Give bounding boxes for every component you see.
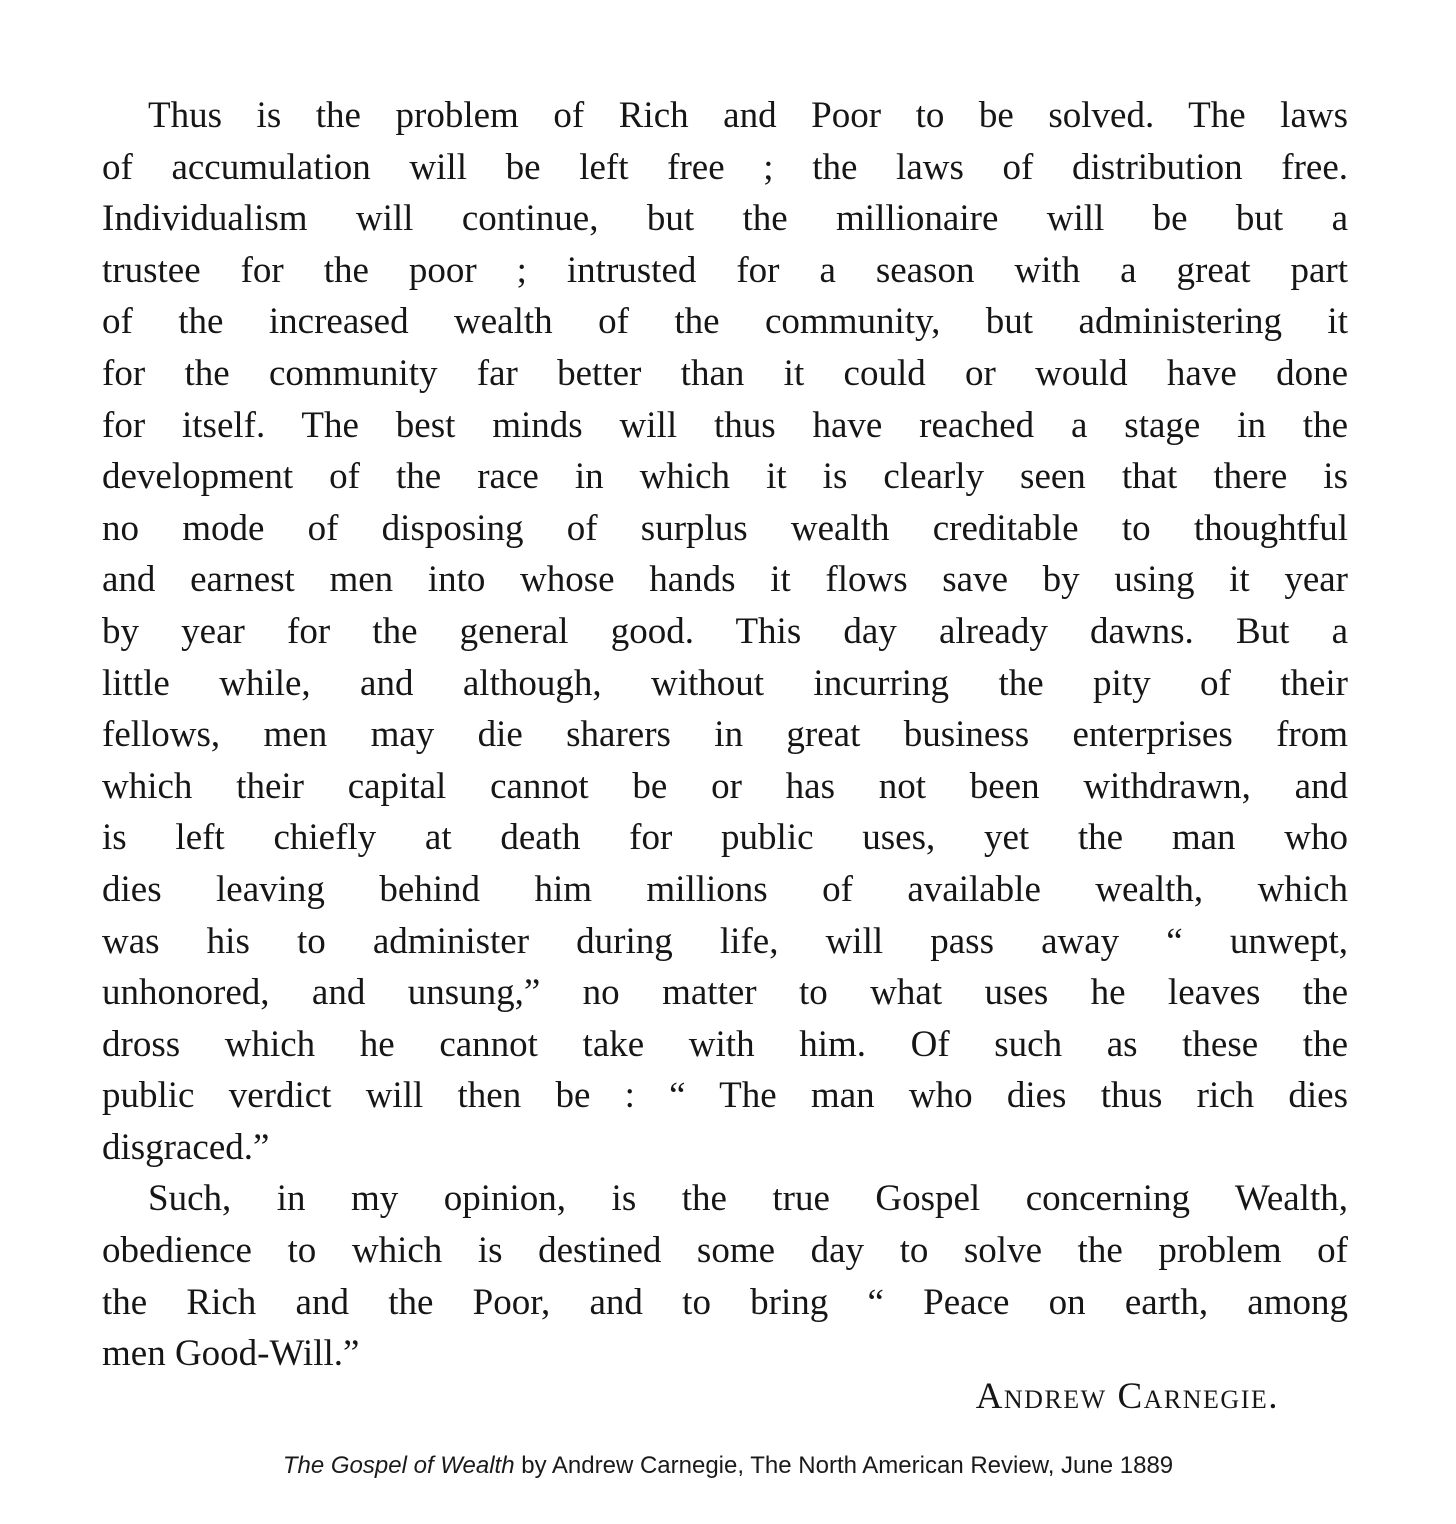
- text-line: was his to administer during life, will pass away “ unwept,: [102, 920, 1348, 962]
- text-line: no mode of disposing of surplus wealth creditable to thoughtful: [102, 507, 1348, 549]
- author-signature: Andrew Carnegie.: [975, 1376, 1279, 1417]
- text-line: the Rich and the Poor, and to bring “ Peace on earth, among: [102, 1281, 1348, 1323]
- text-line: which their capital cannot be or has not been withdrawn, and: [102, 765, 1348, 807]
- text-line: is left chiefly at death for public uses, yet the man who: [102, 817, 1348, 859]
- text-line: little while, and although, without incurring the pity of their: [102, 662, 1348, 704]
- text-line: of accumulation will be left free ; the laws of distribution free.: [102, 146, 1348, 188]
- text-line: development of the race in which it is clearly seen that there is: [102, 456, 1348, 498]
- text-line: of the increased wealth of the community, but administering it: [102, 301, 1348, 343]
- text-line: Individualism will continue, but the millionaire will be but a: [102, 198, 1348, 240]
- caption-source: by Andrew Carnegie, The North American Review, June 1889: [514, 1452, 1174, 1479]
- caption-work-title: The Gospel of Wealth: [282, 1452, 515, 1479]
- text-line: Thus is the problem of Rich and Poor to be solved. The laws: [148, 95, 1348, 136]
- paragraph-1: [102, 90, 1348, 1173]
- essay-text: [102, 90, 1348, 1380]
- text-line: unhonored, and unsung,” no matter to what uses he leaves the: [102, 972, 1348, 1014]
- text-line: trustee for the poor ; intrusted for a season with a great part: [102, 249, 1348, 291]
- text-line: dies leaving behind him millions of available wealth, which: [102, 868, 1348, 910]
- text-line: and earnest men into whose hands it flows save by using it year: [102, 559, 1348, 601]
- text-line: disgraced.”: [102, 1126, 270, 1168]
- text-line: men Good-Will.”: [102, 1333, 360, 1375]
- paragraph-2: [102, 1173, 1348, 1379]
- text-line: obedience to which is destined some day to solve the problem of: [102, 1230, 1348, 1272]
- text-line: for the community far better than it could or would have done: [102, 352, 1348, 394]
- text-line: public verdict will then be : “ The man who dies thus rich dies: [102, 1075, 1348, 1117]
- text-line: Such, in my opinion, is the true Gospel concerning Wealth,: [148, 1178, 1348, 1220]
- text-line: dross which he cannot take with him. Of such as these the: [102, 1023, 1348, 1065]
- text-line: fellows, men may die sharers in great business enterprises from: [102, 714, 1348, 756]
- image-caption: [0, 1452, 1456, 1480]
- text-line: by year for the general good. This day already dawns. But a: [102, 610, 1348, 652]
- text-line: for itself. The best minds will thus have reached a stage in the: [102, 404, 1348, 446]
